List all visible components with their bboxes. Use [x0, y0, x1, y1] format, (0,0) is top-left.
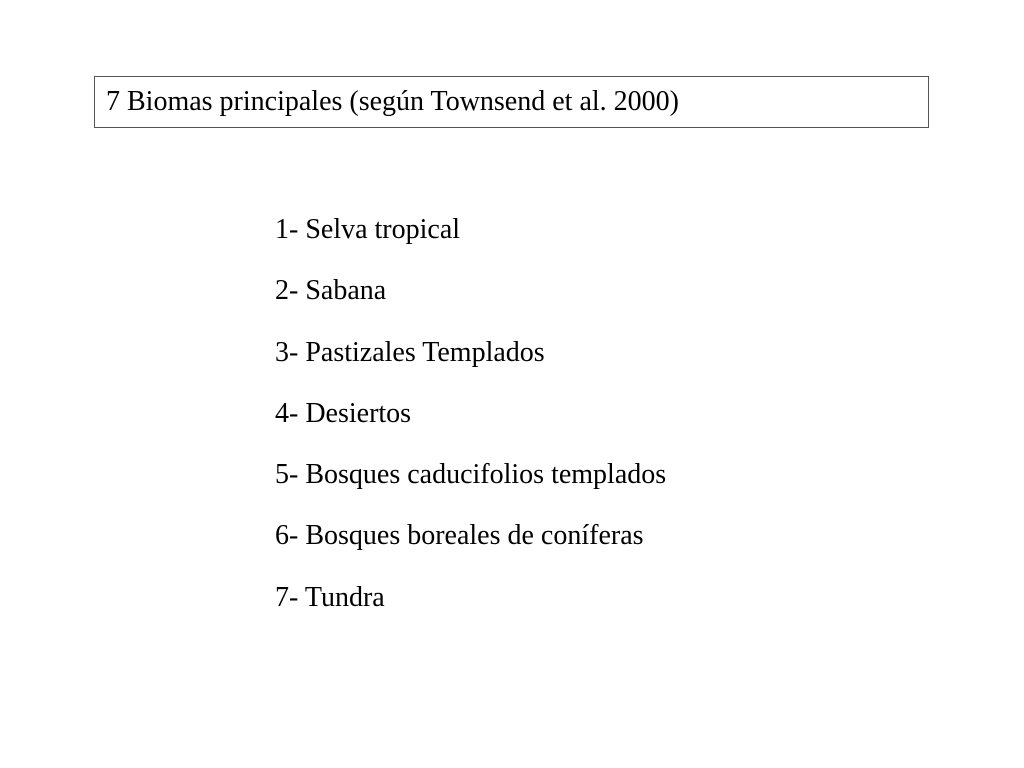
title-box	[94, 76, 929, 128]
biome-item-1: 1- Selva tropical	[275, 214, 461, 245]
biome-item-4: 4- Desiertos	[275, 397, 412, 429]
biome-item-6: 6- Bosques boreales de coníferas	[275, 520, 644, 552]
biome-item-7: 7- Tundra	[275, 581, 385, 613]
biome-item-5: 5- Bosques caducifolios templados	[275, 459, 667, 491]
slide-title: 7 Biomas principales (según Townsend et al. 2000)	[106, 86, 679, 117]
biome-item-2: 2- Sabana	[275, 275, 387, 307]
biome-list	[275, 214, 666, 643]
biome-item-3: 3- Pastizales Templados	[275, 336, 545, 368]
